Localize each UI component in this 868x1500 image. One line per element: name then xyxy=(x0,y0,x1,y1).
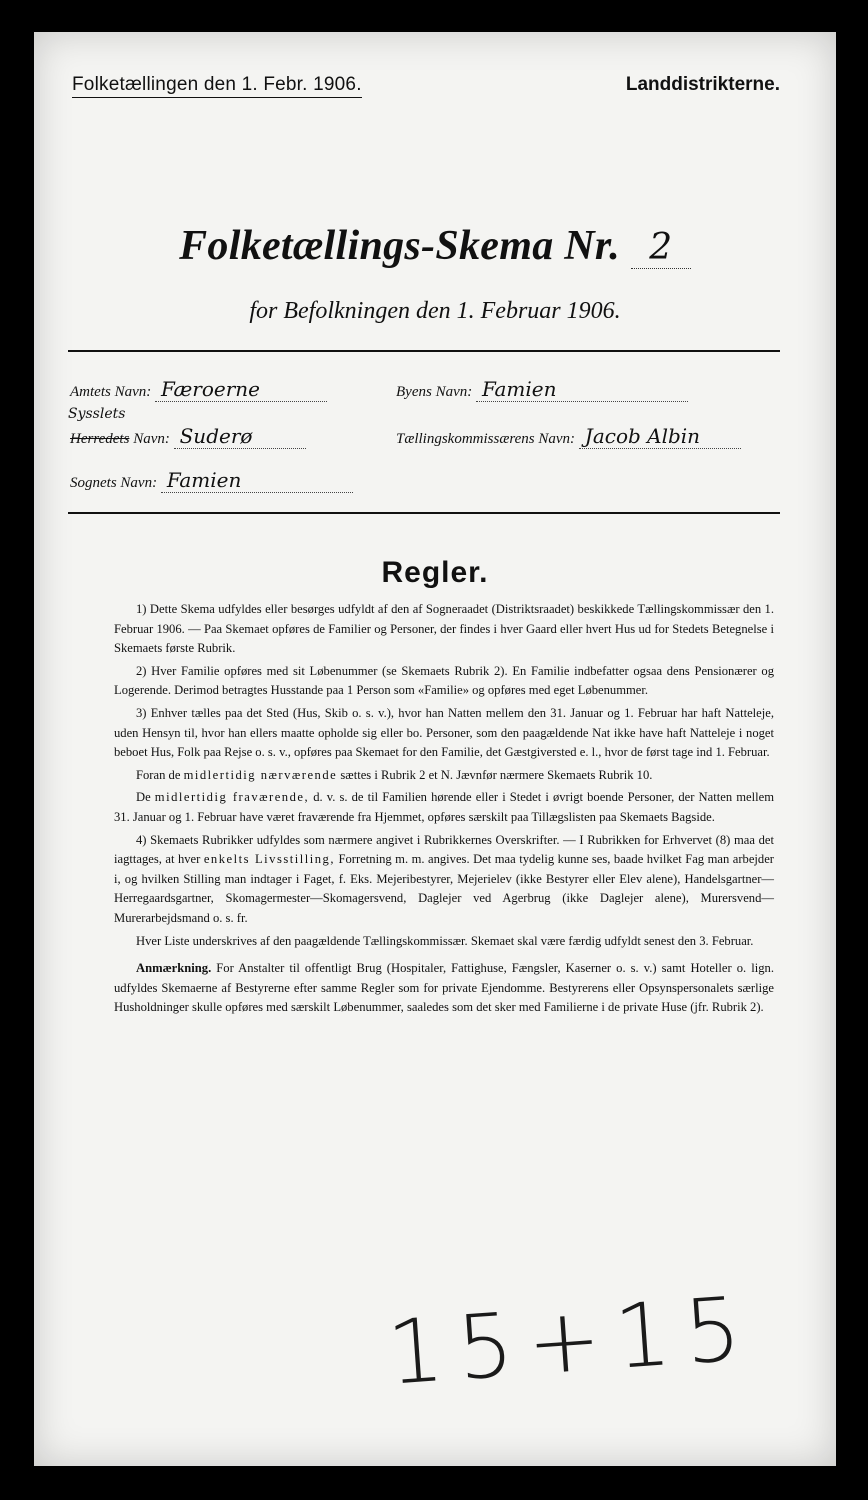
rule-4 xyxy=(114,831,774,929)
form-subtitle: for Befolkningen den 1. Februar 1906. xyxy=(249,298,621,324)
sogn-label: Sognets Navn: xyxy=(70,475,158,491)
rules-body xyxy=(114,600,774,1021)
amt-field xyxy=(70,377,327,402)
rule-3c-pre: De xyxy=(136,790,151,805)
herred-struck-label: Herredets xyxy=(70,431,130,447)
amt-value: Færoerne xyxy=(155,377,327,402)
rule-3b xyxy=(114,766,774,786)
rule-4-pre: 4) Skemaets Rubrikker udfyldes som nærmere angivet i Rubrikkernes Overskrifter. — I Rubrikken for Erhvervet (8) maa det iagttages, at hver xyxy=(114,832,774,867)
byens-label: Byens Navn: xyxy=(396,384,473,400)
rule-2: 2) Hver Familie opføres med sit Løbenummer (se Skemaets Rubrik 2). En Familie indbefatter ogsaa dens Pensionærer og Logerende. Derimod betragtes Husstande paa 1 Person som «Familie» og opføres med eget Løbenummer. xyxy=(114,663,774,698)
form-title xyxy=(34,222,836,270)
top-divider xyxy=(68,350,780,352)
kommissaer-value: Jacob Albin xyxy=(579,424,741,449)
census-form-sheet xyxy=(34,32,836,1466)
herred-value: Suderø xyxy=(174,424,306,449)
rules-heading: Regler. xyxy=(381,556,489,589)
header-census-date: Folketællingen den 1. Febr. 1906. xyxy=(72,74,362,98)
rule-1: 1) Dette Skema udfyldes eller besørges udfyldt af den af Sogneraadet (Distriktsraadet) beskikkede Tællingskommissær den 1. Februar 1906. — Paa Skemaet opføres de Familier og Personer, der findes i hver Gaard eller hvert Hus ud for Stedets Betegnelse i Skemaets første Rubrik. xyxy=(114,602,774,656)
rule-3c xyxy=(114,788,774,827)
amt-label: Amtets Navn: xyxy=(70,384,152,400)
note-label: Anmærkning. xyxy=(136,961,212,976)
sogn-field xyxy=(70,468,353,493)
herred-label: Navn: xyxy=(133,431,170,447)
byens-value: Famien xyxy=(476,377,688,402)
rule-3b-spaced: midlertidig nærværende xyxy=(183,767,338,782)
herred-correction: Sysslets xyxy=(68,406,126,422)
handwritten-count: 15+15 xyxy=(384,1276,758,1405)
rule-4-post: Forretning m. m. angives. Det maa tydelig kunne ses, baade hvilket Fag man arbejder i, og hvilken Stilling man indtager i Faget, f. Eks. Mejeribestyrer, Mejerielev (ikke Bestyrer eller Elev alene), Handelsgartner—Herregaardsgartner, Skomagermester—Skomagersvend, Daglejer ved Agerbrug (ikke Daglejer alene), Murersvend—Murerarbejdsmand o. s. fr. xyxy=(114,852,774,925)
rule-3b-pre: Foran de xyxy=(136,767,181,782)
rule-3b-post: sættes i Rubrik 2 et N. Jævnfør nærmere Skemaets Rubrik 10. xyxy=(340,767,653,782)
note-text: For Anstalter til offentligt Brug (Hospitaler, Fattighuse, Fængsler, Kaserner o. s. v.) samt Hoteller o. lign. udfyldes Skemaerne af Bestyrerne efter samme Regler som for private Ejendomme. Bestyrerens eller Opsynspersonalets særlige Husholdninger skulle opføres med særskilt Løbenummer, saaledes som det sker med Familierne i de private Huse (jfr. Rubrik 2). xyxy=(114,961,774,1015)
sogn-value: Famien xyxy=(161,468,353,493)
form-title-text: Folketællings-Skema Nr. xyxy=(179,223,621,269)
rule-3: 3) Enhver tælles paa det Sted (Hus, Skib o. s. v.), hvor han Natten mellem den 31. Januar og 1. Februar har haft Natteleje, uden Hensyn til, hvor han ellers maatte opholde sig eller bo. Personer, som den paagældende Nat ikke have haft Natteleje i noget beboet Hus, Folk paa Rejse o. s. v., opføres paa Skemaet for den Familie, det Gæstgiversted e. l., hvor de først tage ind 1. Februar. xyxy=(114,705,774,760)
rule-note xyxy=(114,959,774,1018)
header-district-type: Landdistrikterne. xyxy=(625,74,780,95)
kommissaer-field xyxy=(396,424,741,449)
rule-4-spaced: enkelts Livsstilling, xyxy=(203,852,336,867)
rule-5: Hver Liste underskrives af den paagældende Tællingskommissær. Skemaet skal være færdig udfyldt senest den 3. Februar. xyxy=(136,933,754,948)
form-number: 2 xyxy=(631,227,691,269)
rule-3c-post: d. v. s. de til Familien hørende eller i Stedet i øvrigt boende Personer, der Natten mellem 31. Januar og 1. Februar have været fraværende fra Hjemmet, opføres særskilt paa Tillægslisten paa Skemaets Bagside. xyxy=(114,790,774,824)
bottom-divider xyxy=(68,512,780,514)
byens-field xyxy=(396,377,688,402)
kommissaer-label: Tællingskommissærens Navn: xyxy=(396,431,576,447)
rule-3c-spaced: midlertidig fraværende, xyxy=(154,790,310,805)
herred-field xyxy=(70,424,306,449)
